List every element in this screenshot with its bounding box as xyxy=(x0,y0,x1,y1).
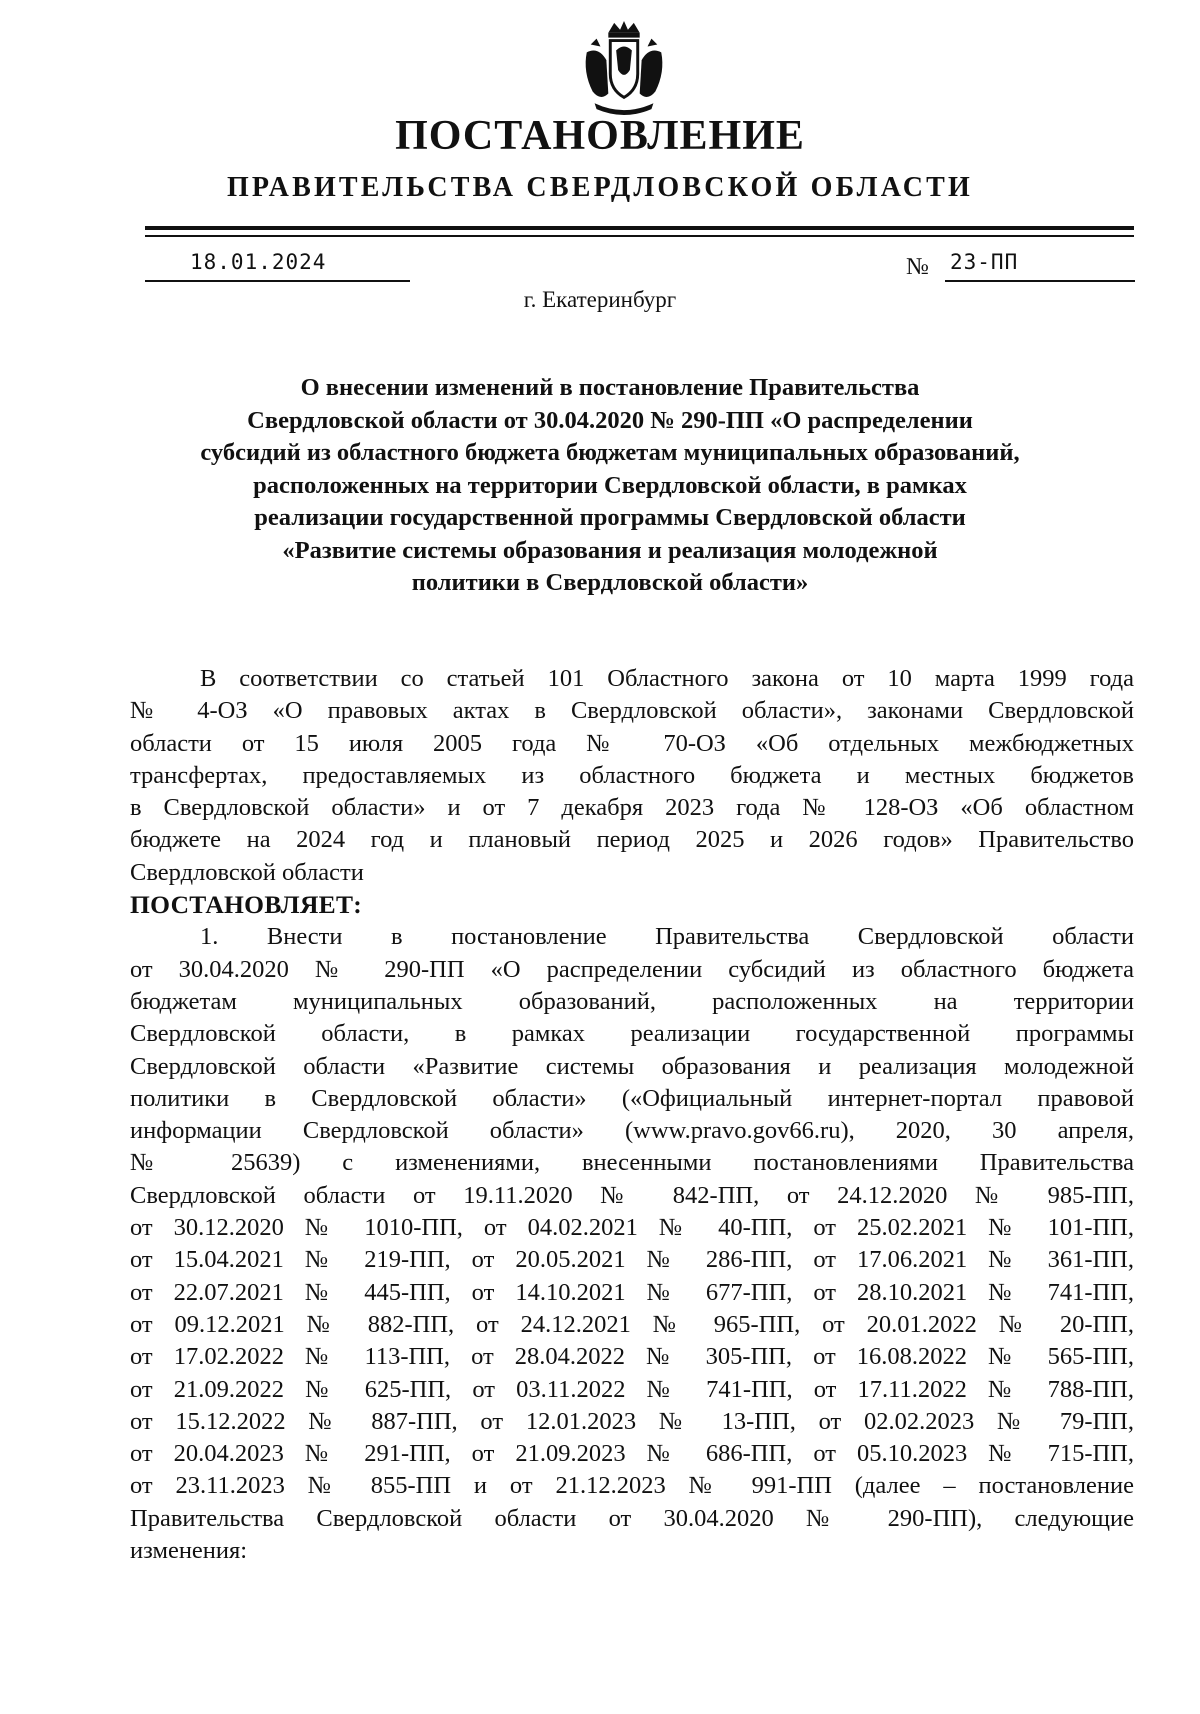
heading-line: О внесении изменений в постановление Правительства xyxy=(300,374,920,401)
item1-line: Свердловской области, в рамках реализации государственной программы xyxy=(130,1020,1134,1048)
item1-line: изменения: xyxy=(130,1537,248,1565)
item1-line: Свердловской области «Развитие системы образования и реализация молодежной xyxy=(130,1052,1134,1080)
coat-of-arms-icon xyxy=(575,18,673,118)
item1-line: от 17.02.2022 № 113-ПП, от 28.04.2022 № 305-ПП, от 16.08.2022 № 565-ПП, xyxy=(130,1343,1134,1371)
decree-word: ПОСТАНОВЛЯЕТ: xyxy=(130,890,363,920)
number-underline xyxy=(945,280,1135,282)
item1-line: от 20.04.2023 № 291-ПП, от 21.09.2023 № 686-ПП, от 05.10.2023 № 715-ПП, xyxy=(130,1440,1134,1468)
date-underline xyxy=(145,280,410,282)
item1-line: политики в Свердловской области» («Официальный интернет-портал правовой xyxy=(130,1084,1134,1112)
item1-line: информации Свердловской области» (www.pravo.gov66.ru), 2020, 30 апреля, xyxy=(130,1117,1134,1145)
item1-line: 1. Внести в постановление Правительства Свердловской области xyxy=(200,923,1134,951)
item1-line: от 22.07.2021 № 445-ПП, от 14.10.2021 № 677-ПП, от 28.10.2021 № 741-ПП, xyxy=(130,1278,1134,1306)
document-heading xyxy=(130,372,1090,600)
preamble-line: бюджете на 2024 год и плановый период 2025 и 2026 годов» Правительство xyxy=(130,826,1134,854)
preamble-line: области от 15 июля 2005 года № 70-ОЗ «Об отдельных межбюджетных xyxy=(130,729,1134,757)
item1-line: Правительства Свердловской области от 30.04.2020 № 290-ПП), следующие xyxy=(130,1504,1134,1532)
item1-line: от 15.12.2022 № 887-ПП, от 12.01.2023 № 13-ПП, от 02.02.2023 № 79-ПП, xyxy=(130,1407,1134,1435)
item1-line: от 23.11.2023 № 855-ПП и от 21.12.2023 № 991-ПП (далее – постановление xyxy=(130,1472,1134,1500)
heading-line: расположенных на территории Свердловской области, в рамках xyxy=(253,471,967,499)
heading-line: реализации государственной программы Свердловской области xyxy=(254,504,966,531)
header-rule-thick xyxy=(145,226,1134,230)
document-city: г. Екатеринбург xyxy=(523,287,677,312)
preamble-line: Свердловской области xyxy=(130,858,364,886)
document-body xyxy=(130,663,1134,1567)
preamble-line: В соответствии со статьей 101 Областного закона от 10 марта 1999 года xyxy=(200,665,1134,692)
heading-line: «Развитие системы образования и реализация молодежной xyxy=(282,536,938,564)
item1-line: от 30.04.2020 № 290-ПП «О распределении субсидий из областного бюджета xyxy=(130,955,1134,983)
item1-line: от 21.09.2022 № 625-ПП, от 03.11.2022 № 741-ПП, от 17.11.2022 № 788-ПП, xyxy=(130,1375,1134,1403)
item1-line: Свердловской области от 19.11.2020 № 842-ПП, от 24.12.2020 № 985-ПП, xyxy=(130,1181,1134,1209)
item1-line: бюджетам муниципальных образований, расположенных на территории xyxy=(130,987,1134,1015)
preamble-line: трансфертах, предоставляемых из областного бюджета и местных бюджетов xyxy=(130,761,1134,789)
number-sign: № xyxy=(906,254,929,280)
preamble-line: в Свердловской области» и от 7 декабря 2023 года № 128-ОЗ «Об областном xyxy=(130,794,1134,822)
document-date: 18.01.2024 xyxy=(190,250,327,274)
header-rule-thin xyxy=(145,235,1134,237)
item1-line: от 15.04.2021 № 219-ПП, от 20.05.2021 № 286-ПП, от 17.06.2021 № 361-ПП, xyxy=(130,1246,1134,1274)
preamble-line: № 4-ОЗ «О правовых актах в Свердловской области», законами Свердловской xyxy=(130,697,1134,725)
heading-line: политики в Свердловской области» xyxy=(411,569,809,596)
document-subtitle: ПРАВИТЕЛЬСТВА СВЕРДЛОВСКОЙ ОБЛАСТИ xyxy=(226,172,974,203)
item1-line: № 25639) с изменениями, внесенными постановлениями Правительства xyxy=(130,1149,1134,1177)
heading-line: субсидий из областного бюджета бюджетам муниципальных образований, xyxy=(200,439,1020,466)
item1-line: от 09.12.2021 № 882-ПП, от 24.12.2021 № 965-ПП, от 20.01.2022 № 20-ПП, xyxy=(130,1310,1134,1338)
document-number: 23-ПП xyxy=(950,250,1019,274)
heading-line: Свердловской области от 30.04.2020 № 290-ПП «О распределении xyxy=(247,406,973,434)
document-title: ПОСТАНОВЛЕНИЕ xyxy=(395,113,805,159)
item1-line: от 30.12.2020 № 1010-ПП, от 04.02.2021 № 40-ПП, от 25.02.2021 № 101-ПП, xyxy=(130,1214,1134,1242)
